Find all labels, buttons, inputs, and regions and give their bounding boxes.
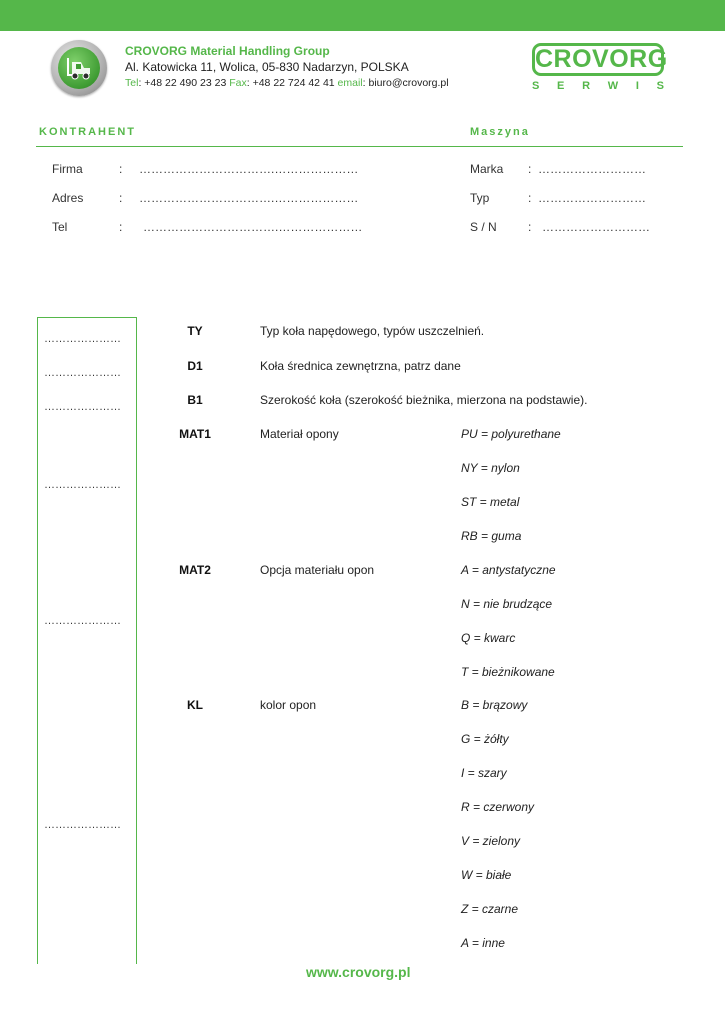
company-name: CROVORG Material Handling Group	[125, 44, 330, 58]
spec-option: RB = guma	[461, 529, 522, 543]
tel-label: Tel	[125, 77, 139, 89]
blank-line[interactable]: …………………	[44, 615, 121, 627]
spec-code: D1	[187, 359, 203, 373]
spec-code: KL	[187, 698, 203, 712]
footer-website-link[interactable]: www.crovorg.pl	[306, 964, 411, 980]
brand-sub-letter: S	[656, 80, 664, 92]
sn-field[interactable]	[470, 220, 650, 234]
marka-field[interactable]	[470, 162, 646, 176]
spec-option: PU = polyurethane	[461, 427, 561, 441]
spec-option: A = antystatyczne	[461, 563, 556, 577]
tel-value: : +48 22 490 23 23	[138, 77, 230, 89]
blank-line[interactable]: …………………	[44, 333, 121, 345]
brand-sub-letter: W	[607, 80, 619, 92]
top-green-bar	[0, 0, 725, 31]
sn-colon: :	[528, 220, 532, 234]
spec-option: N = nie brudzące	[461, 597, 553, 611]
spec-description: kolor opon	[260, 698, 317, 712]
spec-description: Typ koła napędowego, typów uszczelnień.	[260, 324, 485, 338]
blank-line[interactable]: …………………	[44, 401, 121, 413]
tel-colon: :	[119, 220, 123, 234]
brand-sub-letter: I	[635, 80, 639, 92]
spec-option: Q = kwarc	[461, 631, 516, 645]
typ-colon: :	[528, 191, 532, 205]
box-top-border	[37, 317, 137, 318]
spec-option: A = inne	[461, 936, 505, 950]
firma-colon: :	[119, 162, 123, 176]
blank-line[interactable]: …………………	[44, 819, 121, 831]
brand-sub-letter: R	[582, 80, 591, 92]
spec-option: B = brązowy	[461, 698, 528, 712]
company-contact	[125, 77, 449, 89]
kontrahent-heading: KONTRAHENT	[39, 126, 136, 138]
section-divider	[36, 146, 683, 147]
spec-code: MAT2	[179, 563, 211, 577]
spec-description: Opcja materiału opon	[260, 563, 375, 577]
spec-description: Szerokość koła (szerokość bieżnika, mierzona na podstawie).	[260, 393, 588, 407]
box-right-border	[136, 317, 137, 964]
spec-option: I = szary	[461, 766, 507, 780]
fax-value: : +48 22 724 42 41	[246, 77, 338, 89]
brand-logo	[532, 43, 668, 76]
spec-option: W = białe	[461, 868, 512, 882]
adres-colon: :	[119, 191, 123, 205]
typ-dots: ………………………	[538, 191, 646, 205]
adres-field[interactable]	[52, 191, 359, 205]
typ-field[interactable]	[470, 191, 646, 205]
spec-option: V = zielony	[461, 834, 521, 848]
fax-label: Fax	[229, 77, 247, 89]
email-label: email	[337, 77, 363, 89]
spec-description: Materiał opony	[260, 427, 339, 441]
tel-dots: …………………………….…………………	[143, 220, 363, 234]
firma-label: Firma	[52, 162, 83, 176]
firma-dots: …………………………….…………………	[139, 162, 359, 176]
blank-line[interactable]: …………………	[44, 479, 121, 491]
adres-label: Adres	[52, 191, 84, 205]
brand-subtitle	[532, 80, 664, 92]
tel-field[interactable]	[52, 220, 363, 234]
company-address: Al. Katowicka 11, Wolica, 05-830 Nadarzyn, POLSKA	[125, 60, 409, 74]
typ-label: Typ	[470, 191, 490, 205]
spec-option: NY = nylon	[461, 461, 520, 475]
spec-option: ST = metal	[461, 495, 520, 509]
spec-code: MAT1	[179, 427, 211, 441]
adres-dots: …………………………….…………………	[139, 191, 359, 205]
spec-option: R = czerwony	[461, 800, 535, 814]
spec-option: T = bieżnikowane	[461, 665, 555, 679]
box-left-border	[37, 317, 38, 964]
spec-option: Z = czarne	[461, 902, 519, 916]
spec-description: Koła średnica zewnętrzna, patrz dane	[260, 359, 461, 373]
marka-dots: ………………………	[538, 162, 646, 176]
spec-code: TY	[187, 324, 203, 338]
brand-sub-letter: E	[557, 80, 565, 92]
firma-field[interactable]	[52, 162, 359, 176]
sn-dots: ………………………	[542, 220, 650, 234]
marka-colon: :	[528, 162, 532, 176]
brand-text: CROVORG	[535, 45, 668, 73]
forklift-icon	[64, 54, 94, 82]
maszyna-heading: Maszyna	[470, 126, 530, 138]
spec-option: G = żółty	[461, 732, 509, 746]
spec-code: B1	[187, 393, 203, 407]
marka-label: Marka	[470, 162, 504, 176]
company-logo	[51, 40, 107, 96]
email-value: : biuro@crovorg.pl	[362, 77, 449, 89]
brand-sub-letter: S	[532, 80, 540, 92]
tel-field-label: Tel	[52, 220, 68, 234]
blank-line[interactable]: …………………	[44, 367, 121, 379]
sn-label: S / N	[470, 220, 497, 234]
